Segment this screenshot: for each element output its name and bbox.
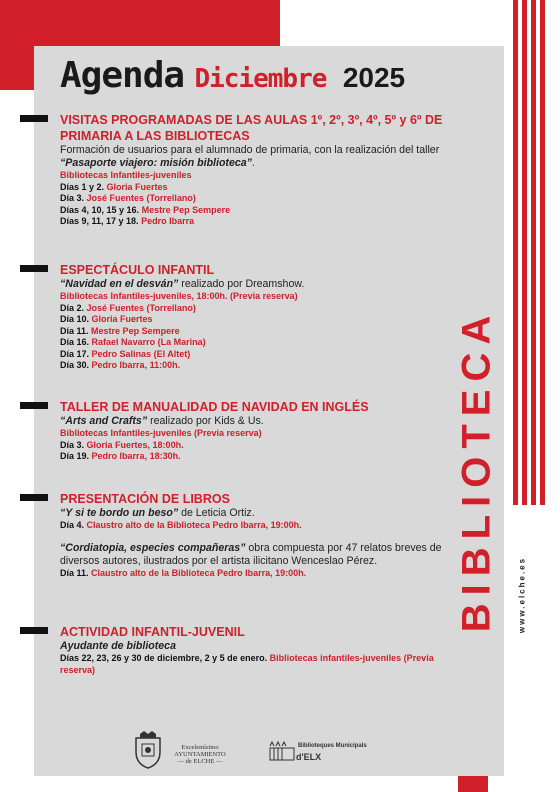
title-year: 2025 [342,62,406,93]
ayto-text-3: — de ELCHE — [177,758,223,765]
section-marker [20,265,48,272]
section-description: Ayudante de biblioteca [60,640,176,652]
list-item: Día 19. Pedro Ibarra, 18:30h. [60,451,181,461]
library-building-icon [268,740,296,762]
section-marker [20,627,48,634]
list-item: Día 10. Gloria Fuertes [60,314,153,324]
title-month: Diciembre [194,64,327,94]
section-description: “Arts and Crafts” realizado por Kids & Us. [60,415,264,427]
section-title: TALLER DE MANUALIDAD DE NAVIDAD EN INGLÉS [60,400,369,414]
section-actividad [60,624,460,676]
section-espectaculo [60,262,460,372]
list-item: Día 17. Pedro Salinas (El Altet) [60,348,191,359]
list-item: Días 1 y 2. Gloria Fuertes [60,181,168,192]
section-marker [20,402,48,409]
list-item: Día 2. José Fuentes (Torrellano) [60,302,196,313]
book-2-description: “Cordiatopia, especies compañeras” obra compuesta por 47 relatos breves de diversos autores, ilustrados por el artista ilicitano Wenceslao Pérez. [60,541,442,567]
coat-of-arms-icon [130,730,166,770]
list-item: Día 11. Mestre Pep Sempere [60,325,180,336]
section-title: ACTIVIDAD INFANTIL-JUVENIL [60,625,245,639]
list-item: Días 9, 11, 17 y 18. Pedro Ibarra [60,216,195,226]
section-presentacion [60,491,460,579]
biblioteques-logo [268,740,367,767]
section-marker [20,115,48,122]
ayto-text-2: AYUNTAMIENTO [174,751,226,758]
section-description: Formación de usuarios para el alumnado de primaria, con la realización del taller “Pasaporte viajero: misión biblioteca”. [60,144,440,169]
section-taller [60,399,460,463]
ayuntamiento-logo [130,730,226,775]
list-item: Día 30. Pedro Ibarra, 11:00h. [60,360,181,370]
list-item: Día 11. Claustro alto de la Biblioteca Pedro Ibarra, 19:00h. [60,567,307,578]
section-title: ESPECTÁCULO INFANTIL [60,263,215,277]
section-title: VISITAS PROGRAMADAS DE LAS AULAS 1º, 2º, 3º, 4º, 5º y 6º DE PRIMARIA A LAS BIBLIOTECAS [60,113,443,143]
list-item: Día 16. Rafael Navarro (La Marina) [60,337,206,347]
page-title [60,55,405,96]
biblioteca-vertical-title: BIBLIOTECA [454,307,499,633]
list-item: Días 22, 23, 26 y 30 de diciembre, 2 y 5 de enero. Bibliotecas infantiles-juveniles (Previa reserva) [60,653,434,675]
section-venue: Bibliotecas Infantiles-juveniles, 18:00h. (Previa reserva) [60,291,298,301]
list-item: Día 3. Gloria Fuertes, 18:00h. [60,439,184,450]
bib-text-1: Biblioteques Municipals [298,743,367,749]
website-link[interactable]: www.elche.es [517,556,527,634]
section-title: PRESENTACIÓN DE LIBROS [60,492,230,506]
footer-logos [130,730,430,770]
section-venue: Bibliotecas Infantiles-juveniles [60,170,192,180]
section-marker [20,494,48,501]
list-item: Día 4. Claustro alto de la Biblioteca Pedro Ibarra, 19:00h. [60,520,302,530]
bib-text-2: d'ELX [296,752,322,762]
list-item: Días 4, 10, 15 y 16. Mestre Pep Sempere [60,204,231,215]
section-description: “Navidad en el desván” realizado por Dreamshow. [60,278,305,290]
section-visitas [60,112,460,228]
book-1-description: “Y si te bordo un beso” de Leticia Ortiz. [60,507,255,519]
red-stripes [513,0,545,505]
section-venue: Bibliotecas Infantiles-juveniles (Previa reserva) [60,428,262,438]
title-agenda: Agenda [60,55,185,96]
list-item: Día 3. José Fuentes (Torrellano) [60,193,196,203]
ayto-text-1: Excelentísimo [181,744,219,751]
